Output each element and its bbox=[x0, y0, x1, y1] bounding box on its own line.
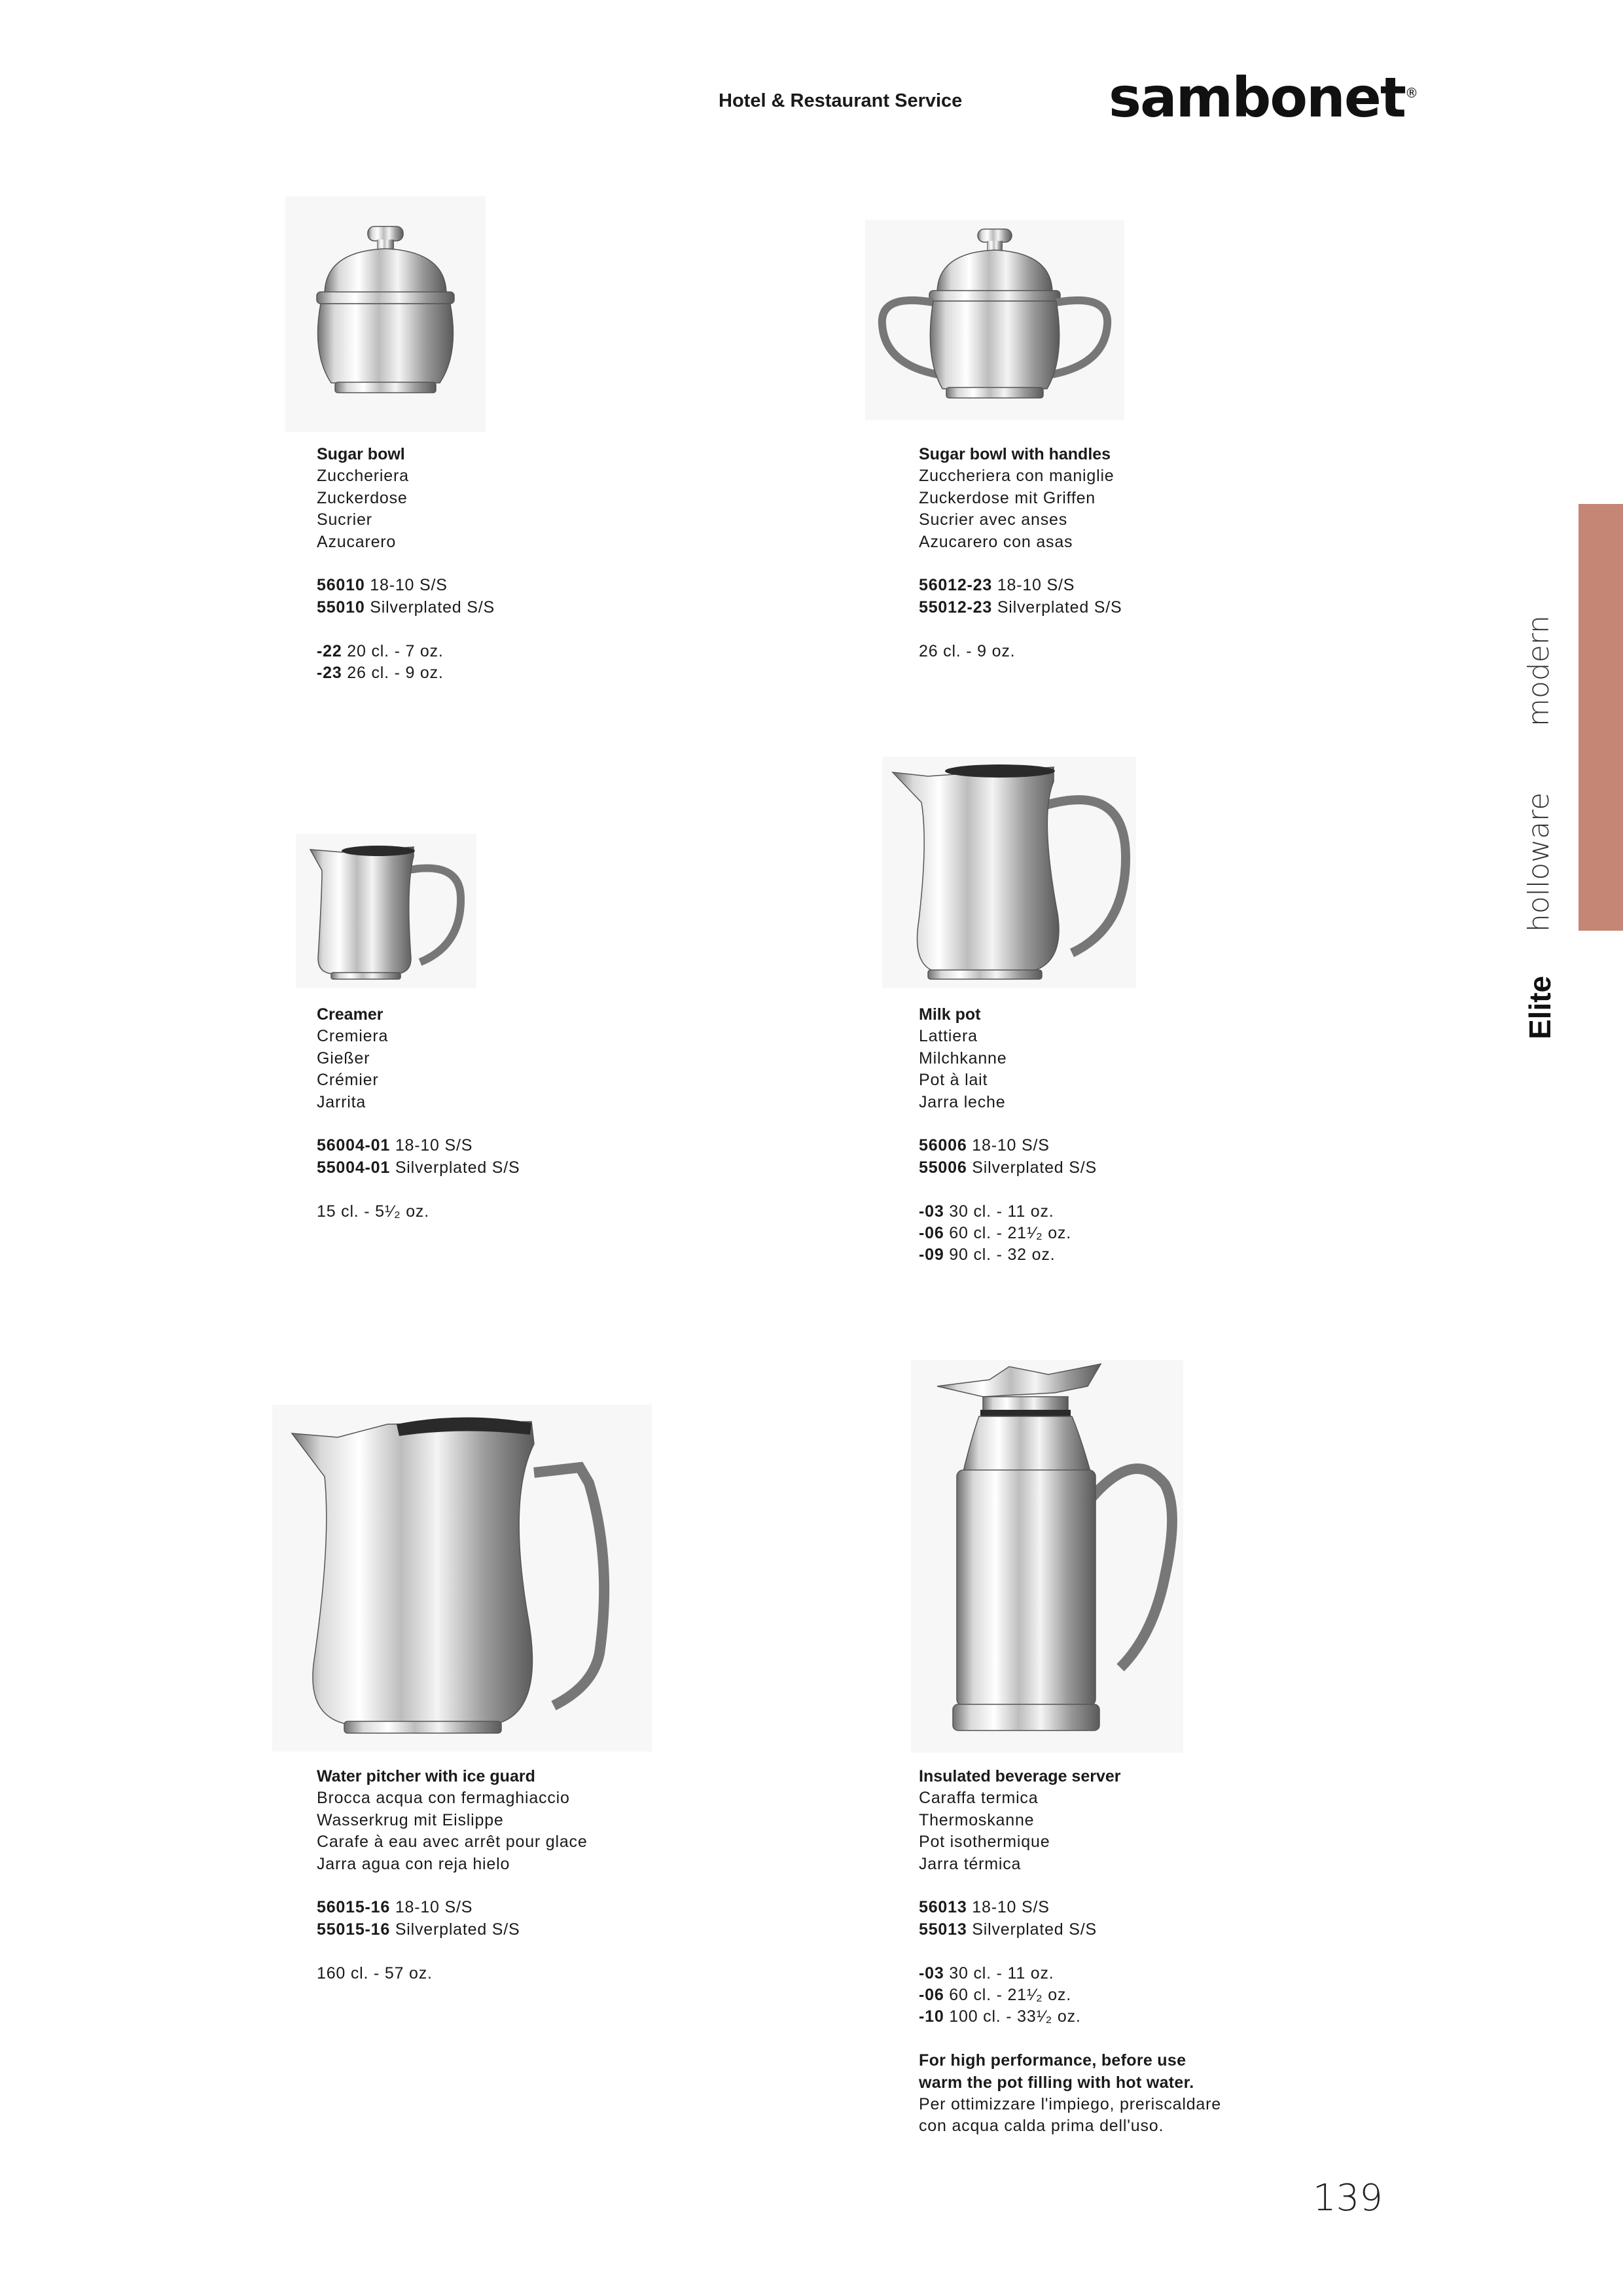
product-name-it: Brocca acqua con fermaghiaccio bbox=[317, 1789, 570, 1808]
product-material: Silverplated S/S bbox=[972, 1920, 1097, 1939]
product-creamer bbox=[317, 1004, 520, 1223]
size-value: 20 cl. - 7 oz. bbox=[347, 641, 444, 660]
size-value: 30 cl. - 11 oz. bbox=[949, 1202, 1054, 1221]
product-material: Silverplated S/S bbox=[997, 598, 1122, 617]
usage-note-bold: warm the pot filling with hot water. bbox=[919, 2073, 1194, 2092]
product-material: 18-10 S/S bbox=[997, 576, 1075, 595]
product-material: Silverplated S/S bbox=[395, 1920, 520, 1939]
product-code-row bbox=[317, 1157, 520, 1179]
product-material: Silverplated S/S bbox=[370, 598, 495, 617]
product-code-row bbox=[919, 1157, 1097, 1179]
thermal-server-icon bbox=[911, 1360, 1183, 1753]
product-name-es: Jarrita bbox=[317, 1092, 366, 1111]
product-thermal-server bbox=[919, 1766, 1221, 2138]
product-sugar-bowl-handles bbox=[919, 444, 1122, 662]
size-suffix: -06 bbox=[919, 1986, 944, 2005]
usage-note-bold: For high performance, before use bbox=[919, 2051, 1186, 2070]
product-name-de: Milchkanne bbox=[919, 1049, 1007, 1067]
product-name-it: Zuccheriera con maniglie bbox=[919, 467, 1115, 486]
product-name-it: Lattiera bbox=[919, 1027, 978, 1046]
header-service-title: Hotel & Restaurant Service bbox=[719, 90, 963, 111]
sugar-bowl-handles-image bbox=[865, 220, 1124, 420]
product-water-pitcher bbox=[317, 1766, 588, 1984]
product-code-row bbox=[317, 1919, 588, 1941]
product-code-row bbox=[317, 575, 495, 596]
product-name-fr: Pot à lait bbox=[919, 1071, 988, 1090]
product-code-row bbox=[919, 1897, 1221, 1918]
side-category-label: Elite bbox=[1523, 975, 1557, 1039]
product-size-row bbox=[919, 641, 1122, 662]
brand-name: sambonet bbox=[1109, 65, 1405, 130]
product-name-fr: Sucrier avec anses bbox=[919, 511, 1067, 529]
size-value: 100 cl. - 33¹⁄₂ oz. bbox=[949, 2007, 1081, 2026]
product-code-row bbox=[317, 1135, 520, 1157]
product-code: 55012-23 bbox=[919, 598, 993, 617]
product-name-fr: Pot isothermique bbox=[919, 1833, 1050, 1852]
product-name-es: Jarra térmica bbox=[919, 1854, 1022, 1873]
product-title: Creamer bbox=[317, 1005, 383, 1024]
usage-note: Per ottimizzare l'impiego, preriscaldare bbox=[919, 2095, 1221, 2114]
product-size-row bbox=[317, 662, 495, 684]
product-name-de: Zuckerdose mit Griffen bbox=[919, 488, 1096, 507]
product-code-row bbox=[919, 597, 1122, 619]
brand-registered-mark: ® bbox=[1404, 85, 1417, 101]
product-material: 18-10 S/S bbox=[972, 1898, 1050, 1917]
water-pitcher-image bbox=[272, 1405, 652, 1751]
product-code: 55015-16 bbox=[317, 1920, 391, 1939]
product-code-row bbox=[919, 1919, 1221, 1941]
product-code: 56013 bbox=[919, 1898, 967, 1917]
product-name-fr: Carafe à eau avec arrêt pour glace bbox=[317, 1833, 588, 1852]
product-name-de: Thermoskanne bbox=[919, 1810, 1035, 1829]
product-code-row bbox=[919, 575, 1122, 596]
product-size-row bbox=[919, 1223, 1097, 1244]
thermal-server-image bbox=[911, 1360, 1183, 1753]
product-code: 55006 bbox=[919, 1158, 967, 1177]
creamer-icon bbox=[296, 834, 476, 988]
usage-note: con acqua calda prima dell'uso. bbox=[919, 2117, 1164, 2136]
size-suffix: -22 bbox=[317, 641, 342, 660]
side-accent-tab bbox=[1578, 504, 1623, 931]
size-value: 15 cl. - 5¹⁄₂ oz. bbox=[317, 1202, 429, 1221]
product-size-row bbox=[919, 1201, 1097, 1223]
product-size-row bbox=[919, 1244, 1097, 1266]
product-title: Water pitcher with ice guard bbox=[317, 1767, 535, 1785]
product-material: 18-10 S/S bbox=[370, 576, 448, 595]
size-value: 30 cl. - 11 oz. bbox=[949, 1964, 1054, 1982]
size-suffix: -06 bbox=[919, 1224, 944, 1243]
product-name-de: Zuckerdose bbox=[317, 488, 408, 507]
product-name-fr: Crémier bbox=[317, 1071, 379, 1090]
product-title: Sugar bowl with handles bbox=[919, 445, 1111, 463]
product-name-it: Caraffa termica bbox=[919, 1789, 1039, 1808]
product-code: 56010 bbox=[317, 576, 365, 595]
product-name-it: Zuccheriera bbox=[317, 467, 409, 486]
product-size-row bbox=[317, 1201, 520, 1223]
product-title: Insulated beverage server bbox=[919, 1767, 1121, 1785]
side-style-label: modern bbox=[1522, 615, 1556, 726]
sugar-bowl-icon bbox=[285, 196, 486, 432]
size-value: 90 cl. - 32 oz. bbox=[949, 1246, 1056, 1265]
product-code-row bbox=[317, 1897, 588, 1918]
product-sugar-bowl bbox=[317, 444, 495, 684]
product-size-row bbox=[317, 1963, 588, 1984]
product-code: 56015-16 bbox=[317, 1898, 391, 1917]
size-suffix: -10 bbox=[919, 2007, 944, 2026]
product-name-it: Cremiera bbox=[317, 1027, 389, 1046]
size-value: 160 cl. - 57 oz. bbox=[317, 1964, 433, 1982]
size-value: 60 cl. - 21¹⁄₂ oz. bbox=[949, 1986, 1071, 2005]
product-size-row bbox=[919, 2006, 1221, 2028]
product-material: 18-10 S/S bbox=[395, 1136, 473, 1155]
size-value: 26 cl. - 9 oz. bbox=[919, 641, 1016, 660]
product-code: 55013 bbox=[919, 1920, 967, 1939]
product-name-es: Jarra leche bbox=[919, 1092, 1006, 1111]
sugar-bowl-image bbox=[285, 196, 486, 432]
product-material: 18-10 S/S bbox=[972, 1136, 1050, 1155]
page-number: 139 bbox=[1313, 2177, 1383, 2219]
product-material: 18-10 S/S bbox=[395, 1898, 473, 1917]
product-milk-pot bbox=[919, 1004, 1097, 1266]
product-code-row bbox=[317, 597, 495, 619]
product-material: Silverplated S/S bbox=[395, 1158, 520, 1177]
product-title: Sugar bowl bbox=[317, 445, 405, 463]
product-name-fr: Sucrier bbox=[317, 511, 372, 529]
milk-pot-image bbox=[882, 757, 1136, 988]
product-code: 55010 bbox=[317, 598, 365, 617]
product-code: 56004-01 bbox=[317, 1136, 391, 1155]
milk-pot-icon bbox=[882, 757, 1136, 988]
product-size-row bbox=[317, 641, 495, 662]
size-value: 60 cl. - 21¹⁄₂ oz. bbox=[949, 1224, 1071, 1243]
product-name-es: Azucarero con asas bbox=[919, 532, 1073, 551]
size-suffix: -03 bbox=[919, 1964, 944, 1982]
product-name-de: Wasserkrug mit Eislippe bbox=[317, 1810, 504, 1829]
product-title: Milk pot bbox=[919, 1005, 981, 1024]
creamer-image bbox=[296, 834, 476, 988]
size-suffix: -23 bbox=[317, 664, 342, 683]
size-suffix: -09 bbox=[919, 1246, 944, 1265]
product-code-row bbox=[919, 1135, 1097, 1157]
product-material: Silverplated S/S bbox=[972, 1158, 1097, 1177]
product-name-de: Gießer bbox=[317, 1049, 370, 1067]
product-name-es: Jarra agua con reja hielo bbox=[317, 1854, 510, 1873]
water-pitcher-icon bbox=[272, 1405, 652, 1751]
product-size-row bbox=[919, 1963, 1221, 1984]
product-size-row bbox=[919, 1984, 1221, 2006]
product-name-es: Azucarero bbox=[317, 532, 397, 551]
product-code: 55004-01 bbox=[317, 1158, 391, 1177]
size-value: 26 cl. - 9 oz. bbox=[347, 664, 444, 683]
sugar-bowl-handles-icon bbox=[865, 220, 1124, 420]
brand-logo bbox=[1109, 65, 1417, 130]
side-subcategory-label: holloware bbox=[1522, 792, 1556, 932]
size-suffix: -03 bbox=[919, 1202, 944, 1221]
product-code: 56006 bbox=[919, 1136, 967, 1155]
product-code: 56012-23 bbox=[919, 576, 993, 595]
